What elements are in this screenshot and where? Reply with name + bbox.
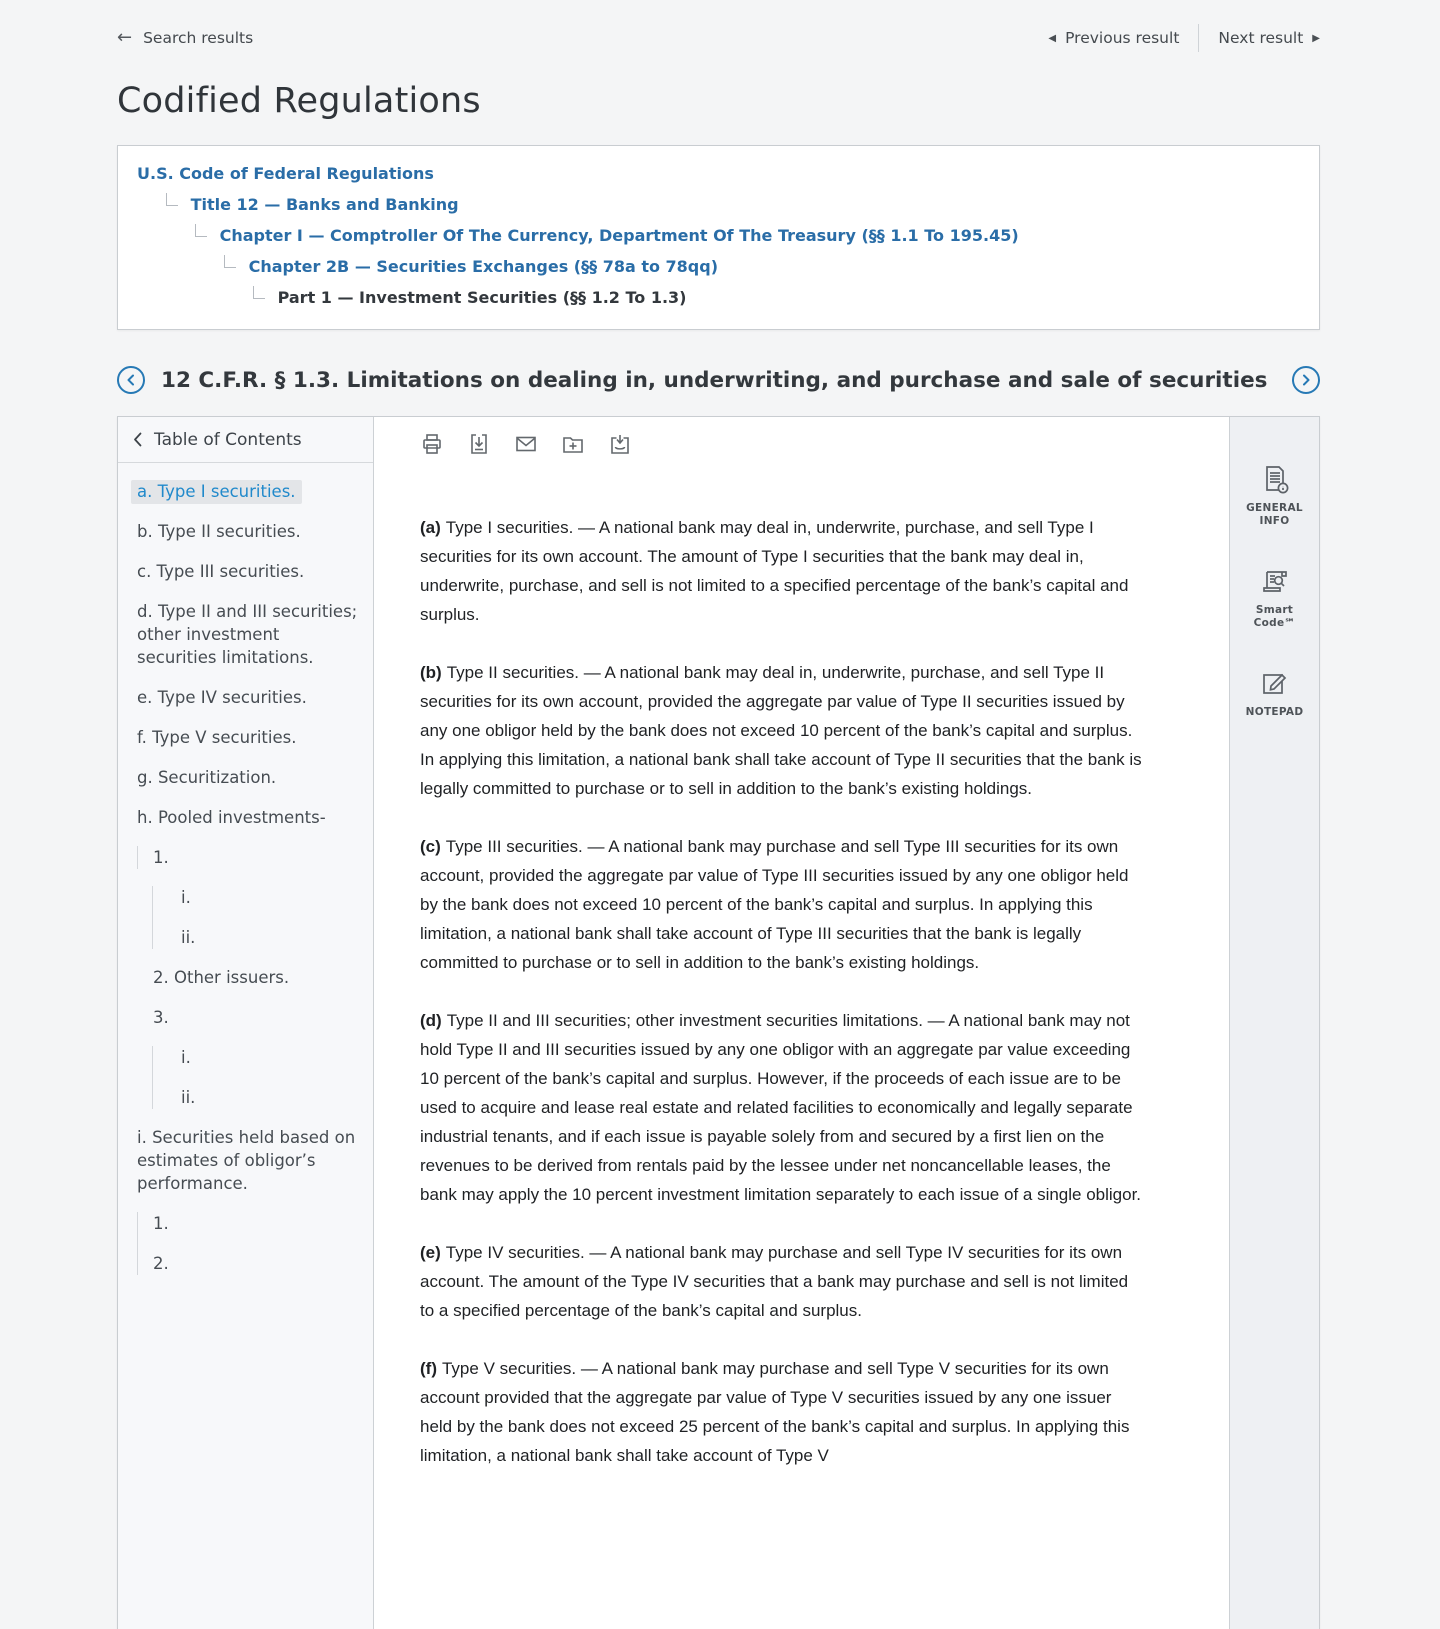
toc-list — [118, 463, 373, 1309]
toc-item-i1[interactable]: 1. — [153, 1214, 169, 1233]
chevron-right-circle-icon — [1300, 374, 1312, 386]
toc-title: Table of Contents — [154, 429, 302, 450]
breadcrumb-item-part-1 — [137, 286, 1299, 309]
content-area — [117, 416, 1320, 1629]
section-header — [117, 366, 1320, 394]
toc-item-h3-i[interactable]: i. — [181, 1048, 191, 1067]
paragraph-text: Type II and III securities; other investment securities limitations. — A national bank may not hold Type II and III securities issued by any one obligor with an aggregate par value exceeding 10 percent of the bank’s capital and surplus. However, if the proceeds of each issue are to be used to acquire and lease real estate and related facilities to economically and legally separate industrial tenants, and if each issue is payable solely from and secured by a first lien on the revenues to be derived from rentals paid by the lessee under net noncancellable leases, the bank may apply the 10 percent investment limitation separately to each issue of a single obligor. — [420, 1011, 1142, 1204]
tree-elbow-icon — [224, 255, 236, 268]
paragraph-b — [420, 658, 1144, 803]
add-to-folder-icon — [561, 432, 585, 456]
toc-item-other-issuers[interactable]: 2. Other issuers. — [153, 968, 290, 987]
paragraph-text: Type II securities. — A national bank may deal in, underwrite, purchase, and sell Type II securities for its own account, provided the aggregate par value of Type II securities issued by any one obligor held by the bank does not exceed 10 percent of the bank’s capital and surplus. In applying this limitation, a national bank shall take account of Type II securities that the bank is legally committed to purchase or to sell in addition to the bank’s existing holdings. — [420, 663, 1142, 798]
toc-item-type-v[interactable]: f. Type V securities. — [137, 728, 297, 747]
smart-code-button[interactable] — [1236, 565, 1314, 630]
paragraph-marker: (f) — [420, 1359, 437, 1378]
general-info-icon — [1258, 463, 1292, 497]
triangle-left-icon: ◀ — [1048, 32, 1057, 44]
toc-item-h3-ii[interactable]: ii. — [181, 1088, 196, 1107]
paragraph-c — [420, 832, 1144, 977]
breadcrumb-label: Chapter I — Comptroller Of The Currency, Department Of The Treasury (§§ 1.1 To 195.45) — [219, 226, 1019, 245]
toc-item-pooled-investments[interactable]: h. Pooled investments- — [137, 808, 326, 827]
breadcrumb-label: Chapter 2B — Securities Exchanges (§§ 78a to 78qq) — [248, 257, 719, 276]
toc-item-type-ii[interactable]: b. Type II securities. — [137, 522, 301, 541]
section-title: 12 C.F.R. § 1.3. Limitations on dealing in, underwriting, and purchase and sale of securities — [161, 367, 1268, 393]
print-icon — [420, 432, 444, 456]
paragraph-marker: (d) — [420, 1011, 442, 1030]
paragraph-marker: (a) — [420, 518, 441, 537]
email-icon — [514, 432, 538, 456]
chevron-left-icon — [133, 432, 142, 447]
paragraph-marker: (e) — [420, 1243, 441, 1262]
breadcrumb-label: U.S. Code of Federal Regulations — [137, 164, 434, 183]
previous-result-label: Previous result — [1065, 29, 1180, 47]
toc-subgroup — [152, 886, 361, 949]
toc-item-h1-i[interactable]: i. — [181, 888, 191, 907]
toc-item-h1-ii[interactable]: ii. — [181, 928, 196, 947]
toc-subgroup — [137, 1212, 361, 1275]
document-toolbar — [420, 432, 1229, 456]
toc-subgroup — [137, 846, 361, 869]
breadcrumb-item-title-12[interactable] — [137, 193, 1299, 216]
tree-elbow-icon — [253, 286, 265, 299]
next-result-button[interactable] — [1218, 29, 1320, 47]
paragraph-marker: (c) — [420, 837, 441, 856]
paragraph-text: Type V securities. — A national bank may purchase and sell Type V securities for its own account provided that the aggregate par value of Type V securities issued by any one issuer held by the bank does not exceed 25 percent of the bank’s capital and surplus. In applying this limitation, a national bank shall take account of Type V — [420, 1359, 1130, 1465]
toc-panel — [118, 417, 374, 1629]
arrow-left-icon: ← — [117, 27, 133, 48]
breadcrumb — [117, 145, 1320, 330]
toc-item-securities-held[interactable]: i. Securities held based on estimates of obligor’s performance. — [137, 1128, 356, 1193]
breadcrumb-item-us-code[interactable] — [137, 163, 1299, 185]
tree-elbow-icon — [195, 224, 207, 237]
paragraph-f — [420, 1354, 1144, 1470]
download-button[interactable] — [467, 432, 491, 456]
toc-item-type-iv[interactable]: e. Type IV securities. — [137, 688, 307, 707]
smart-code-icon — [1258, 565, 1292, 599]
page-title: Codified Regulations — [117, 81, 481, 121]
download-document-icon — [467, 432, 491, 456]
toc-item-h3[interactable]: 3. — [153, 1008, 169, 1027]
tree-elbow-icon — [166, 193, 178, 206]
paragraph-text: Type I securities. — A national bank may deal in, underwrite, purchase, and sell Type I securities for its own account. The amount of Type I securities that the bank may deal in, underwrite, purchase, and sell is not limited to a specified percentage of the bank’s capital and surplus. — [420, 518, 1129, 624]
top-nav — [117, 0, 1320, 52]
breadcrumb-item-chapter-i[interactable] — [137, 224, 1299, 247]
triangle-right-icon: ▶ — [1312, 32, 1320, 44]
general-info-label: GENERAL INFO — [1246, 502, 1303, 527]
paragraph-e — [420, 1238, 1144, 1325]
pager-divider — [1198, 24, 1199, 52]
toc-collapse-button[interactable] — [118, 417, 373, 463]
smart-code-label: Smart Code℠ — [1253, 604, 1296, 629]
paragraph-d — [420, 1006, 1144, 1209]
general-info-button[interactable] — [1236, 463, 1314, 528]
toc-item-securitization[interactable]: g. Securitization. — [137, 768, 277, 787]
save-icon — [608, 432, 632, 456]
toc-item-type-i[interactable]: a. Type I securities. — [137, 480, 361, 503]
notepad-icon — [1257, 667, 1291, 701]
result-pager — [1048, 24, 1320, 52]
next-section-button[interactable] — [1292, 366, 1320, 394]
paragraph-text: Type III securities. — A national bank may purchase and sell Type III securities for its own account, provided the aggregate par value of Type III securities issued by any one obligor held by the bank does not exceed 10 percent of the bank’s capital and surplus. In applying this limitation, a national bank shall take account of Type III securities that the bank is legally committed to purchase or to sell in addition to the bank’s existing holdings. — [420, 837, 1129, 972]
back-link-label: Search results — [143, 29, 254, 47]
email-button[interactable] — [514, 432, 538, 456]
toc-item-type-iii[interactable]: c. Type III securities. — [137, 562, 305, 581]
notepad-label: NOTEPAD — [1245, 706, 1304, 718]
next-result-label: Next result — [1218, 29, 1304, 47]
add-to-folder-button[interactable] — [561, 432, 585, 456]
toc-item-i2[interactable]: 2. — [153, 1254, 169, 1273]
document-panel — [374, 417, 1230, 1629]
breadcrumb-label: Title 12 — Banks and Banking — [190, 195, 459, 214]
paragraph-marker: (b) — [420, 663, 442, 682]
previous-section-button[interactable] — [117, 366, 145, 394]
paragraph-text: Type IV securities. — A national bank may purchase and sell Type IV securities for its own account. The amount of the Type IV securities that a bank may purchase and sell is not limited to a specified percentage of the bank’s capital and surplus. — [420, 1243, 1129, 1320]
save-button[interactable] — [608, 432, 632, 456]
toc-subgroup — [152, 1046, 361, 1109]
paragraph-a — [420, 513, 1144, 629]
document-body — [420, 513, 1144, 1470]
previous-result-button[interactable] — [1048, 29, 1179, 47]
toc-item-type-ii-iii-limitations[interactable]: d. Type II and III securities; other investment securities limitations. — [137, 602, 358, 667]
back-to-search-results-link[interactable] — [117, 29, 253, 47]
breadcrumb-item-chapter-2b[interactable] — [137, 255, 1299, 278]
print-button[interactable] — [420, 432, 444, 456]
page-shell — [117, 0, 1320, 1629]
notepad-button[interactable] — [1246, 667, 1304, 719]
breadcrumb-label: Part 1 — Investment Securities (§§ 1.2 To 1.3) — [277, 288, 687, 307]
chevron-left-circle-icon — [125, 374, 137, 386]
right-rail — [1230, 417, 1319, 1629]
toc-item-h1[interactable]: 1. — [153, 848, 169, 867]
